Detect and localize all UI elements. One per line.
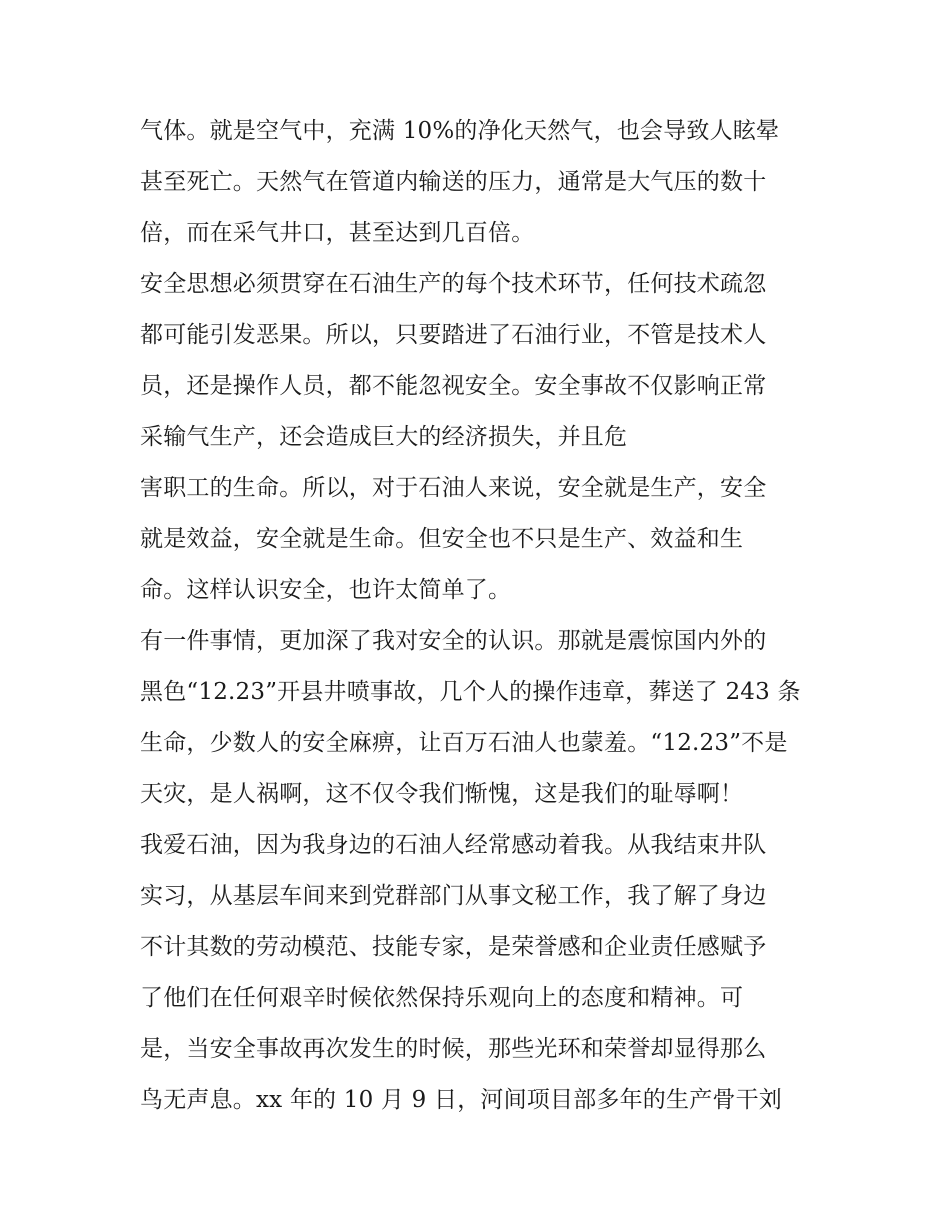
text-line: 采输气生产，还会造成巨大的经济损失，并且危 [140,424,628,450]
body-text [140,106,830,1126]
text-line: 安全思想必须贯穿在石油生产的每个技术环节，任何技术疏忽 [140,271,767,297]
text-line: 不计其数的劳动模范、技能专家，是荣誉感和企业责任感赋予 [140,934,767,960]
text-line: 就是效益，安全就是生命。但安全也不只是生产、效益和生 [140,526,744,552]
text-line: 生命，少数人的安全麻痹，让百万石油人也蒙羞。“12.23”不是 [140,730,788,756]
text-line: 鸟无声息。xx 年的 10 月 9 日，河间项目部多年的生产骨干刘 [140,1087,782,1113]
text-line: 是，当安全事故再次发生的时候，那些光环和荣誉却显得那么 [140,1036,767,1062]
text-line: 都可能引发恶果。所以，只要踏进了石油行业，不管是技术人 [140,322,767,348]
text-line: 甚至死亡。天然气在管道内输送的压力，通常是大气压的数十 [140,169,767,195]
text-line: 命。这样认识安全，也许太简单了。 [140,577,512,603]
text-line: 有一件事情，更加深了我对安全的认识。那就是震惊国内外的 [140,628,767,654]
text-line: 黑色“12.23”开县井喷事故，几个人的操作违章，葬送了 243 条 [140,679,801,705]
text-line: 了他们在任何艰辛时候依然保持乐观向上的态度和精神。可 [140,985,744,1011]
text-line: 我爱石油，因为我身边的石油人经常感动着我。从我结束井队 [140,832,767,858]
text-line: 员，还是操作人员，都不能忽视安全。安全事故不仅影响正常 [140,373,767,399]
text-line: 实习，从基层车间来到党群部门从事文秘工作，我了解了身边 [140,883,767,909]
text-line: 害职工的生命。所以，对于石油人来说，安全就是生产，安全 [140,475,767,501]
text-line: 气体。就是空气中，充满 10%的净化天然气，也会导致人眩晕 [140,118,780,144]
text-line: 天灾，是人祸啊，这不仅令我们惭愧，这是我们的耻辱啊！ [140,781,744,807]
text-line: 倍，而在采气井口，甚至达到几百倍。 [140,220,535,246]
